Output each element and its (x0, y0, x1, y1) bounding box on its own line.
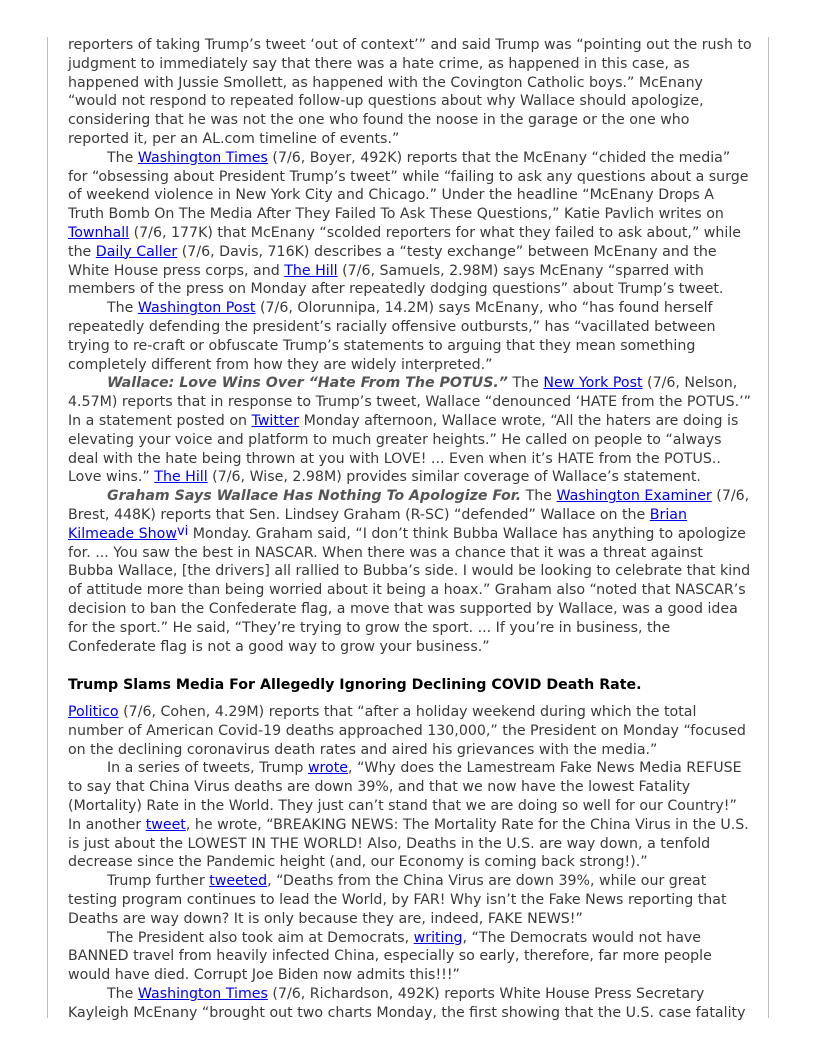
link-washington-examiner[interactable]: Washington Examiner (556, 488, 712, 505)
link-daily-caller[interactable]: Daily Caller (95, 243, 178, 260)
paragraph: In a series of tweets, Trump wrote, “Why does the Lamestream Fake News Media REFUSE to say that China Virus deaths are down 39%, and that we now have the lowest Fatality (Mortality) Rate in the World. They just can’t stand that we are doing so well for our Country!” In another tweet, he wrote, “BREAKING NEWS: The Mortality Rate for the China Virus in the U.S. is just about the LOWEST IN THE WORLD! Also, Deaths in the U.S. are way down, a tenfold decrease since the Pandemic height (and, our Economy is coming back strong!).” (68, 760, 749, 871)
link-new-york-post[interactable]: New York Post (543, 375, 643, 392)
paragraph: Wallace: Love Wins Over “Hate From The POTUS.” The New York Post (7/6, Nelson, 4.57M) reports that in response to Trump’s tweet, Wallace “denounced ‘HATE from the POTUS.’” In a statement posted on Twitter Monday afternoon, Wallace wrote, “All the haters are doing is elevating your voice and platform to much greater heights.” He called on people to “always deal with the hate being thrown at you with LOVE! ... Even when it’s HATE from the POTUS.. Love wins.” The Hill (7/6, Wise, 2.98M) provides similar coverage of Wallace’s statement. (68, 375, 752, 486)
page-left-border (47, 37, 48, 1018)
section-headline: Trump Slams Media For Allegedly Ignoring Declining COVID Death Rate. (68, 677, 642, 694)
link-wrote[interactable]: wrote (307, 760, 349, 777)
link-the-hill[interactable]: The Hill (154, 469, 208, 486)
link-tweet[interactable]: tweet (145, 816, 186, 833)
footnote-marker[interactable]: vi (176, 523, 189, 539)
link-washington-times[interactable]: Washington Times (137, 149, 268, 166)
link-townhall[interactable]: Townhall (68, 224, 130, 241)
paragraph: The Washington Times (7/6, Boyer, 492K) reports that the McEnany “chided the media” for “obsessing about President Trump’s tweet” while “failing to ask any questions about a surge of weekend violence in New York City and Chicago.” Under the headline “McEnany Drops A Truth Bomb On The Media After They Failed To Ask These Questions,” Katie Pavlich writes on Townhall (7/6, 177K) that McEnany “scolded reporters for what they failed to ask about,” while the Daily Caller (7/6, Davis, 716K) describes a “testy exchange” between McEnany and the White House press corps, and The Hill (7/6, Samuels, 2.98M) says McEnany “sparred with members of the press on Monday after repeatedly dodging questions” about Trump’s tweet. (68, 149, 749, 298)
link-tweeted[interactable]: tweeted (209, 873, 268, 890)
paragraph: reporters of taking Trump’s tweet ‘out of context’” and said Trump was “pointing out the rush to judgment to immediately say that there was a hate crime, as happened in this case, as happened with Jussie Smollett, as happened with the Covington Catholic boys.” McEnany “would not respond to repeated follow-up questions about why Wallace should apologize, considering that he was not the one who found the noose in the garage or the one who reported it, per an AL.com timeline of events.” (68, 37, 752, 147)
subhead-lead: Graham Says Wallace Has Nothing To Apologize For. (107, 488, 522, 505)
link-brian-kilmeade-show[interactable]: Brian Kilmeade Show (68, 506, 687, 542)
link-politico[interactable]: Politico (68, 704, 119, 721)
paragraph: Trump further tweeted, “Deaths from the China Virus are down 39%, while our great testing program continues to lead the World, by FAR! Why isn’t the Fake News reporting that Deaths are way down? It is only because they are, indeed, FAKE NEWS!” (68, 873, 727, 927)
paragraph: Politico (7/6, Cohen, 4.29M) reports that “after a holiday weekend during which the total number of American Covid-19 deaths approached 130,000,” the President on Monday “focused on the declining coronavirus death rates and aired his grievances with the media.” (68, 704, 746, 758)
link-writing[interactable]: writing (413, 929, 463, 946)
paragraph: The President also took aim at Democrats, writing, “The Democrats would not have BANNED travel from heavily infected China, especially so early, therefore, far more people would have died. Corrupt Joe Biden now admits this!!!” (68, 929, 712, 984)
link-washington-post[interactable]: Washington Post (137, 300, 256, 317)
link-washington-times[interactable]: Washington Times (137, 986, 268, 1003)
paragraph: The Washington Post (7/6, Olorunnipa, 14.2M) says McEnany, who “has found herself repeatedly defending the president’s racially offensive outbursts,” has “vacillated between trying to re-craft or obfuscate Trump’s statements to arguing that they mean something completely different from how they are widely interpreted.” (68, 300, 716, 373)
page-right-border (768, 37, 769, 1018)
paragraph: The Washington Times (7/6, Richardson, 492K) reports White House Press Secretary Kayleigh McEnany “brought out two charts Monday, the first showing that the U.S. case fatality (68, 986, 746, 1021)
subhead-lead: Wallace: Love Wins Over “Hate From The POTUS.” (107, 375, 508, 392)
paragraph: Graham Says Wallace Has Nothing To Apologize For. The Washington Examiner (7/6, Brest, 448K) reports that Sen. Lindsey Graham (R-SC) “defended” Wallace on the Brian Kilmeade Show$^{vi}$ Monday. Graham said, “I don’t think Bubba Wallace has anything to apologize for. ... You saw the best in NASCAR. When there was a chance that it was a threat against Bubba Wallace, [the drivers] all rallied to Bubba’s side. I would be looking to celebrate that kind of attitude more than being worried about it being a hoax.” Graham also “noted that NASCAR’s decision to ban the Confederate flag, a move that was supported by Wallace, was a good idea for the sport.” He said, “They’re trying to grow the sport. ... If you’re in business, the Confederate flag is not a good way to grow your business.” (68, 488, 751, 655)
link-twitter[interactable]: Twitter (251, 412, 300, 429)
link-the-hill[interactable]: The Hill (284, 262, 338, 279)
document-body (68, 36, 752, 1023)
